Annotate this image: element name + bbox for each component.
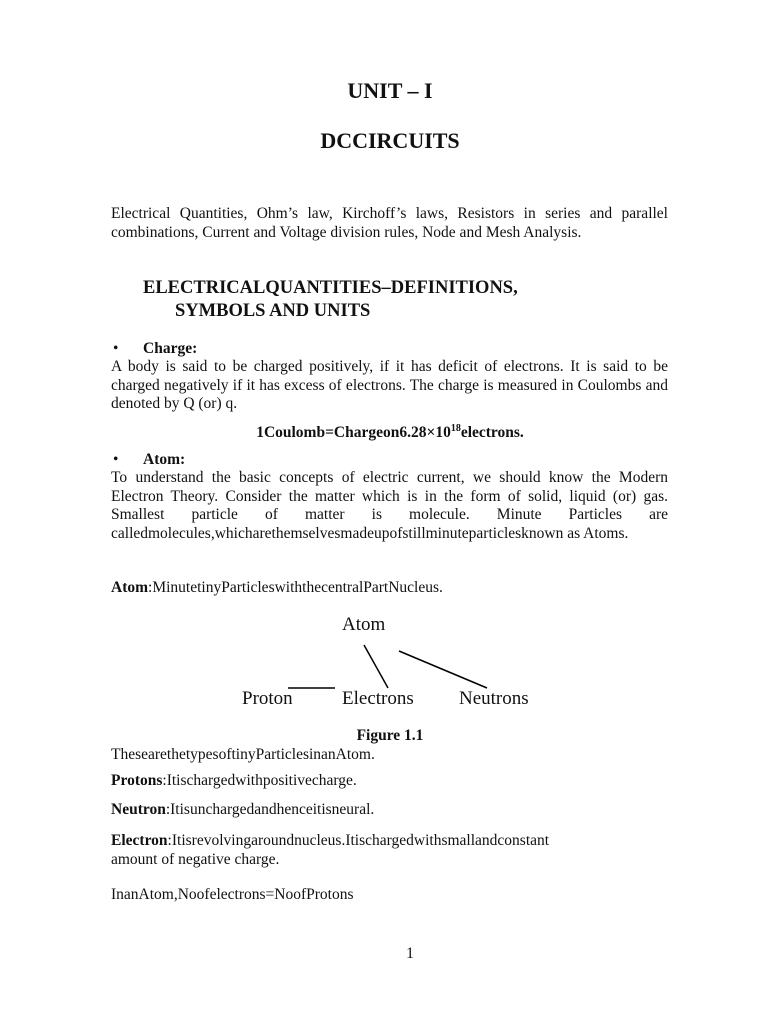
neutrons-branch-line [399, 651, 487, 688]
formula-suffix: electrons. [460, 424, 524, 442]
diagram-atom-label: Atom [342, 614, 386, 635]
electron-count-line: InanAtom,Noofelectrons=NoofProtons [111, 886, 354, 903]
neutron-label: Neutron [111, 801, 166, 818]
atom-paragraph: To understand the basic concepts of electric current, we should know the Modern Electron Theory. Consider the matter which is in the form of solid, liquid (or) gas. Smallest particle of matter is molecule. Minute Particles are calledmolecules,whicharethemselvesmadeupofstillminuteparticlesknown as Atoms. [111, 469, 668, 542]
diagram-neutrons-label: Neutrons [459, 688, 529, 709]
formula-prefix: 1Coulomb=Chargeon6.28×10 [256, 424, 451, 442]
electron-definition [111, 832, 549, 869]
figure-caption: Figure 1.1 [356, 727, 424, 744]
page-number: 1 [406, 945, 414, 962]
protons-text: :Itischargedwithpositivecharge. [162, 772, 357, 789]
neutron-text: :Itisunchargedandhenceitisneural. [165, 801, 375, 818]
diagram-electrons-label: Electrons [342, 688, 414, 709]
electron-text: :Itisrevolvingaroundnucleus.Itischargedwithsmallandconstant [167, 832, 550, 849]
chapter-title: DCCIRCUITS [320, 128, 460, 153]
unit-title: UNIT – I [347, 78, 433, 103]
electron-label: Electron [111, 832, 168, 849]
diagram-proton-label: Proton [242, 688, 293, 709]
neutron-definition [111, 801, 374, 820]
formula-exponent: 18 [450, 423, 461, 434]
electrons-branch-line [364, 645, 388, 688]
electron-text-continued: amount of negative charge. [111, 850, 280, 868]
atom-definition-label: Atom [111, 579, 149, 596]
protons-label: Protons [111, 772, 163, 789]
atom-label: Atom: [143, 451, 186, 468]
protons-definition [111, 772, 357, 791]
section-heading-line1: ELECTRICALQUANTITIES–DEFINITIONS, [143, 278, 518, 298]
bullet-icon: • [113, 340, 119, 357]
charge-label: Charge: [143, 340, 198, 357]
particle-types-line: ThesearethetypesoftinyParticlesinanAtom. [111, 746, 375, 763]
bullet-icon: • [113, 451, 119, 468]
charge-paragraph: A body is said to be charged positively, if it has deficit of electrons. It is said to be charged negatively if it has excess of electrons. The charge is measured in Coulombs and denoted by Q (or) q. [111, 358, 668, 412]
intro-paragraph: Electrical Quantities, Ohm’s law, Kirchoff’s laws, Resistors in series and parallel combinations, Current and Voltage division rules, Node and Mesh Analysis. [111, 205, 668, 241]
section-heading-line2: SYMBOLS AND UNITS [175, 301, 371, 321]
atom-definition-text: :MinutetinyParticleswiththecentralPartNucleus. [148, 579, 443, 596]
